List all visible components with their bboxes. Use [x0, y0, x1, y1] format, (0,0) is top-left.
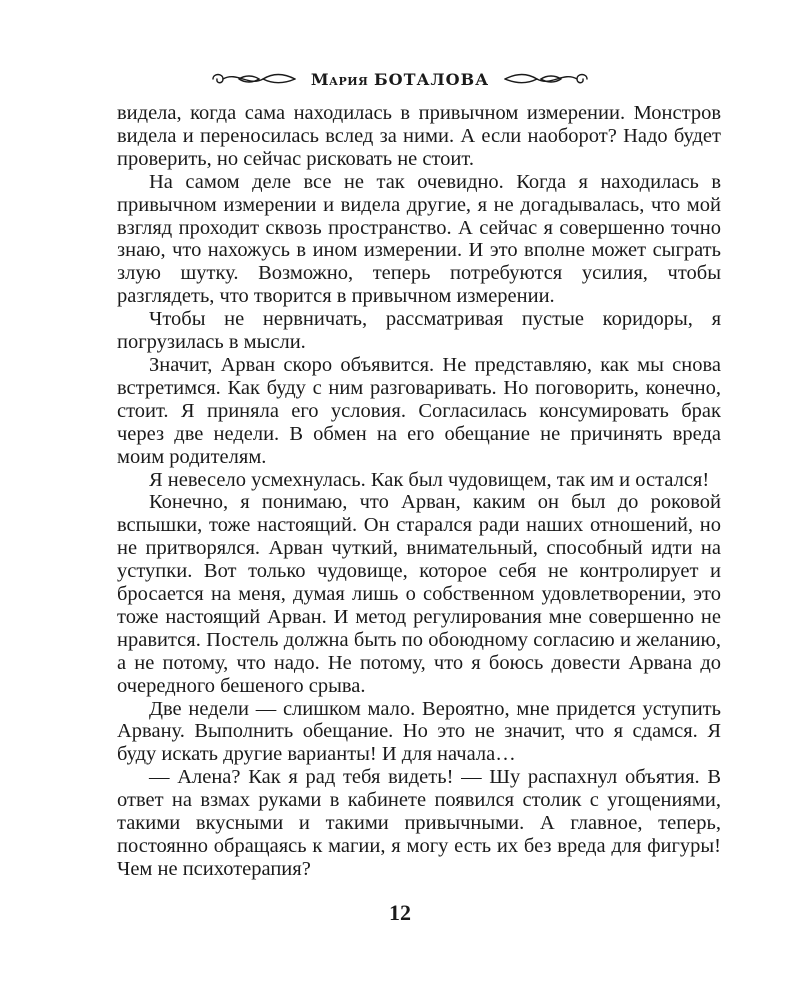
- paragraph: Конечно, я понимаю, что Арван, каким он был до роковой вспышки, тоже настоящий. Он старался ради наших отношений, но не притворялся. Арван чуткий, внимательный, способный идти на уступки. Вот только чудовище, которое себя не контролирует и бросается на меня, думая лишь о собственном удовлетворении, это тоже настоящий Арван. И метод регулирования мне совершенно не нравится. Постель должна быть по обоюдному согласию и желанию, а не потому, что надо. Не потому, что я боюсь довести Арвана до очередного бешеного срыва.: [117, 491, 721, 697]
- running-header: [0, 66, 800, 92]
- author-last-name: БОТАЛОВА: [373, 69, 490, 89]
- page-number: 12: [389, 900, 411, 925]
- left-flourish-icon: [209, 69, 299, 89]
- paragraph: Две недели — слишком мало. Вероятно, мне придется уступить Арвану. Выполнить обещание. Но это не значит, что я сдамся. Я буду искать другие варианты! И для начала…: [117, 697, 721, 766]
- author-name: [311, 70, 489, 89]
- paragraph: Чтобы не нервничать, рассматривая пустые коридоры, я погрузилась в мысли.: [117, 308, 721, 354]
- author-first-name: Мария: [310, 69, 369, 89]
- paragraph: Я невесело усмехнулась. Как был чудовищем, так им и остался!: [149, 468, 710, 491]
- paragraph: Значит, Арван скоро объявится. Не представляю, как мы снова встретимся. Как буду с ним разговаривать. Но поговорить, конечно, стоит. Я приняла его условия. Согласилась консумировать брак через две недели. В обмен на его обещание не причинять вреда моим родителям.: [117, 353, 721, 468]
- body-text: [117, 102, 721, 881]
- right-flourish-icon: [501, 69, 591, 89]
- paragraph: На самом деле все не так очевидно. Когда я находилась в привычном измерении и видела другие, я не догадывалась, что мой взгляд проходит сквозь пространство. А сейчас я совершенно точно знаю, что нахожусь в ином измерении. И это вполне может сыграть злую шутку. Возможно, теперь потребуются усилия, чтобы разглядеть, что творится в привычном измерении.: [117, 170, 721, 308]
- paragraph: — Алена? Как я рад тебя видеть! — Шу распахнул объятия. В ответ на взмах руками в кабинете появился столик с угощениями, такими вкусными и такими привычными. А главное, теперь, постоянно обращаясь к магии, я могу есть их без вреда для фигуры! Чем не психотерапия?: [117, 766, 721, 880]
- paragraph: видела, когда сама находилась в привычном измерении. Монстров видела и переносилась вслед за ними. А если наоборот? Надо будет проверить, но сейчас рисковать не стоит.: [117, 102, 721, 170]
